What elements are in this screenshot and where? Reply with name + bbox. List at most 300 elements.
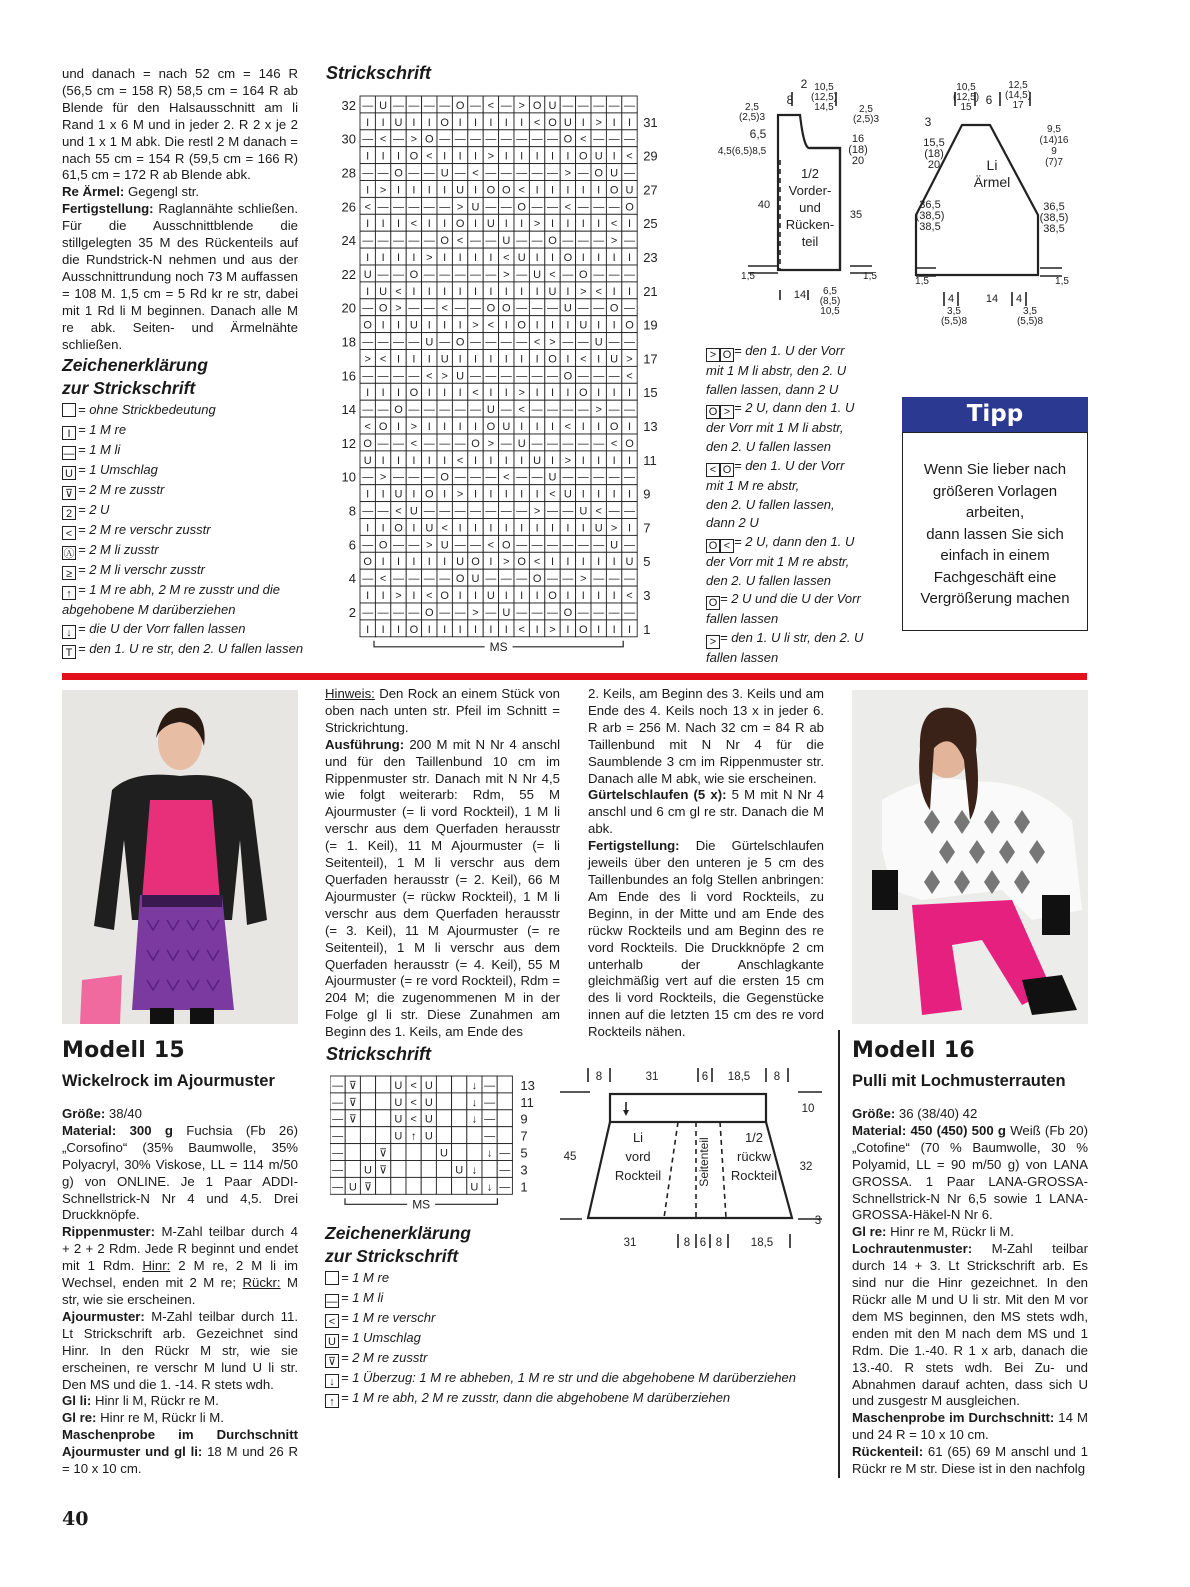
skirt-label: 10: [801, 1103, 815, 1115]
chart-cell-symbol: —: [516, 133, 528, 146]
chart-cell-symbol: —: [608, 201, 620, 214]
chart-cell-symbol: ↓: [486, 1181, 493, 1194]
chart-cell-symbol: —: [608, 471, 620, 484]
chart-cell-symbol: I: [504, 522, 508, 535]
chart-cell-symbol: >: [549, 623, 556, 636]
chart-cell-symbol: I: [458, 353, 462, 366]
chart-cell-symbol: <: [487, 319, 495, 332]
chart-cell-symbol: <: [426, 590, 433, 602]
chart-cell-symbol: U: [625, 184, 634, 197]
tipp-line: Fachgeschäft eine: [933, 568, 1057, 586]
chart-cell-symbol: U: [594, 336, 603, 349]
legend-text: = 1 Umschlag: [78, 461, 158, 477]
m16-groesse: [852, 1106, 1088, 1123]
chart-cell-symbol: I: [443, 421, 447, 433]
chart-cell-symbol: —: [393, 201, 404, 214]
chart-cell-symbol: O: [579, 623, 588, 636]
fertig2-label: Fertigstellung:: [588, 838, 680, 854]
chart-cell-symbol: <: [533, 116, 541, 129]
chart-cell-symbol: I: [381, 590, 385, 602]
chart-cell-symbol: I: [550, 252, 555, 264]
chart-cell-symbol: I: [366, 184, 370, 197]
text-paragraph: und danach = nach 52 cm = 146 R (56,5 cm = 158 R) 58,5 cm = 164 R ab Blende für den Halsausschnitt am li Rand 1 x 6 M und in jeder 2. R 2 x je 2 und 1 x 1 M abk. Die restl 2 M danach = nach 55 cm = 154 R (59,5 cm = 166 R) 61,5 cm = 172 R ab Blende abk.: [62, 66, 298, 183]
legend-item: [325, 1288, 825, 1308]
chart-cell-symbol: U: [486, 590, 495, 602]
chart-row-number: 1: [520, 1179, 528, 1195]
schematic-label: 3: [924, 115, 932, 129]
chart-cell-symbol: I: [550, 319, 555, 332]
chart-cell-symbol: <: [410, 1113, 417, 1126]
annotation-symbol-icon: >: [706, 635, 720, 649]
chart-cell-symbol: I: [489, 285, 493, 298]
schematic-label: 1,5: [915, 276, 929, 287]
tipp-line: Wenn Sie lieber nach: [923, 461, 1067, 478]
m15-material-label: Material: 300 g: [62, 1122, 173, 1138]
chart-cell-symbol: <: [364, 421, 371, 433]
legend-item: [62, 440, 322, 460]
chart-row-number: 4: [348, 571, 356, 587]
tipp-line: Vergrößerung machen: [920, 590, 1070, 607]
chart-row-number: 8: [348, 503, 356, 519]
chart-cell-symbol: I: [535, 285, 539, 298]
legend-symbol-icon: <: [62, 526, 76, 540]
chart-cell-symbol: O: [563, 252, 573, 264]
annotation-item: [706, 533, 896, 553]
chart-cell-symbol: I: [566, 353, 570, 366]
chart-row-number: 22: [341, 266, 356, 282]
annotation-text: = den 1. U li str, den 2. U: [720, 630, 864, 646]
chart-cell-symbol: —: [593, 99, 605, 112]
chart-cell-symbol: <: [518, 623, 525, 636]
chart-cell-symbol: U: [486, 404, 495, 417]
modell-16-subtitle: Pulli mit Lochmusterrauten: [852, 1072, 1066, 1090]
chart-cell-symbol: —: [484, 1130, 496, 1143]
legend-2-subtitle: zur Strickschrift: [325, 1246, 459, 1266]
chart-cell-symbol: O: [378, 302, 388, 315]
chart-cell-symbol: I: [566, 522, 570, 535]
chart-cell-symbol: U: [517, 252, 526, 264]
ms-label: MS: [489, 639, 508, 654]
schematic-label: 1,5: [863, 271, 877, 282]
m16-loch-label: Lochrautenmuster:: [852, 1241, 973, 1257]
chart-row-number: 25: [643, 216, 658, 232]
chart-cell-symbol: —: [516, 573, 528, 586]
chart-cell-symbol: —: [547, 167, 558, 180]
chart-cell-symbol: <: [626, 150, 633, 163]
chart-cell-symbol: —: [393, 99, 404, 112]
tipp-line: größeren Vorlagen: [932, 482, 1058, 500]
chart-cell: [482, 1161, 497, 1178]
chart-cell-symbol: I: [627, 421, 632, 433]
chart-cell-symbol: —: [608, 336, 620, 349]
chart-row-number: 7: [520, 1128, 528, 1144]
chart-cell-symbol: —: [547, 201, 558, 214]
chart-cell-symbol: —: [516, 471, 528, 484]
chart-cell-symbol: —: [562, 505, 574, 518]
m16-glre-text: Hinr re M, Rückr li M.: [886, 1224, 1014, 1240]
chart-row-number: 2: [348, 604, 356, 620]
chart-cell-symbol: —: [362, 167, 374, 180]
annotation-text: = den 1. U der Vorr: [734, 343, 845, 358]
chart-cell-symbol: U: [363, 268, 372, 281]
m15-groesse-label: Größe:: [62, 1106, 106, 1121]
m15-ajour-text: M-Zahl teilbar durch 11. Lt Strickschrift arb. Gezeichnet sind Hinr. In den Rückr M str, wie sie erscheinen, re verschr M lund U li str. Den MS und die 1. -14. R stets wdh.: [62, 1308, 298, 1392]
skirt-label: rückw: [737, 1149, 771, 1164]
chart-cell-symbol: >: [410, 421, 418, 433]
chart-cell-symbol: I: [412, 184, 416, 197]
chart-cell-symbol: <: [410, 437, 418, 450]
chart-cell-symbol: <: [379, 353, 387, 366]
chart-row-number: 11: [520, 1094, 534, 1110]
chart-cell-symbol: I: [627, 454, 632, 467]
chart-cell: [436, 1161, 451, 1178]
chart-cell-symbol: I: [520, 218, 524, 231]
chart-cell-symbol: <: [441, 302, 448, 315]
chart-cell-symbol: —: [454, 302, 466, 315]
legend-symbol-icon: —: [63, 447, 75, 460]
schematic-label: (38,5): [915, 210, 945, 222]
chart-cell-symbol: I: [458, 623, 462, 636]
schematic-label: teil: [801, 234, 819, 249]
chart-cell-symbol: —: [499, 1147, 511, 1160]
chart-cell-symbol: I: [443, 184, 447, 197]
chart-cell-symbol: I: [381, 218, 385, 231]
chart-cell-symbol: I: [473, 454, 478, 467]
chart-cell-symbol: I: [458, 116, 462, 129]
chart-cell-symbol: <: [487, 539, 495, 552]
chart-cell-symbol: —: [423, 268, 435, 281]
chart-cell-symbol: U: [424, 1096, 433, 1109]
fertig2-text: Die Gürtelschlaufen jeweils über den unteren je 5 cm des Taillenbundes an folg Stellen anbringen: Am Ende des li vord Rockteils, zu Beginn, in der Mitte und am Ende des rückw Rockteils und am Beginn des re vord Rockteils. Die Druckknöpfe 2 cm unterhalb der Anschlagkante gleichmäßig vert auf die ersten 15 cm des li vord Rockteils, die Gegenstücke innen auf die letzten 15 cm des re vord Rockteils nähen.: [588, 838, 824, 1040]
chart-row-number: 13: [643, 419, 658, 434]
chart-cell-symbol: I: [381, 387, 385, 400]
chart-cell-symbol: —: [454, 606, 466, 619]
chart-cell-symbol: —: [485, 235, 497, 248]
chart-cell-symbol: I: [458, 319, 462, 332]
schematic-label: 6: [985, 93, 993, 107]
modell-15-subtitle: Wickelrock im Ajourmuster: [62, 1072, 275, 1090]
legend-text: = 2 M re verschr zusstr: [78, 521, 211, 537]
schematic-label: 1,5: [741, 271, 755, 282]
tipp-line: dann lassen Sie sich: [926, 525, 1064, 543]
schematic-label: 4: [1015, 293, 1023, 305]
chart-cell-symbol: U: [440, 353, 449, 366]
chart-row-number: 12: [341, 435, 356, 451]
chart-cell-symbol: —: [500, 573, 512, 586]
chart-row-number: 20: [341, 300, 356, 316]
m16-masch: [852, 1410, 1088, 1444]
schematic-label: Rücken-: [785, 217, 835, 232]
chart-cell-symbol: O: [563, 370, 573, 383]
schematic-label: 38,5: [1043, 223, 1065, 235]
modell-16-title: Modell 16: [852, 1038, 975, 1063]
chart-cell-symbol: O: [440, 590, 449, 602]
schematic-label: 35: [849, 209, 863, 221]
chart-cell-symbol: I: [396, 150, 401, 163]
chart-cell-symbol: I: [443, 488, 447, 501]
chart-cell-symbol: —: [408, 235, 420, 248]
chart-cell-symbol: U: [470, 1181, 479, 1194]
chart-cell-symbol: U: [440, 539, 449, 552]
chart-cell-symbol: <: [410, 1079, 417, 1092]
chart-cell-symbol: —: [531, 539, 543, 552]
chart-cell-symbol: —: [577, 302, 589, 315]
legend-symbol-icon: U: [325, 1334, 339, 1348]
chart-cell: [376, 1127, 391, 1144]
chart-cell-symbol: —: [439, 505, 451, 518]
chart-cell-symbol: —: [408, 370, 420, 383]
annotation-symbol-icon: O: [720, 463, 734, 477]
chart-row-number: 28: [341, 165, 356, 181]
chart-cell-symbol: U: [563, 488, 572, 501]
skirt-label: 1/2: [744, 1130, 764, 1145]
chart-cell-symbol: —: [470, 505, 481, 518]
legend-symbol-icon: Ⓐ: [63, 547, 75, 560]
legend-1: [62, 354, 322, 659]
chart-cell-symbol: O: [502, 184, 511, 197]
chart-cell-symbol: —: [393, 133, 404, 146]
legend-symbol-icon: <: [325, 1314, 339, 1328]
annotation-text-continued: der Vorr mit 1 M re abstr,: [706, 553, 850, 569]
chart-cell-symbol: —: [562, 268, 574, 281]
chart-cell-symbol: —: [593, 133, 605, 146]
chart-cell-symbol: I: [427, 353, 431, 366]
chart-cell-symbol: I: [427, 319, 431, 332]
chart-cell-symbol: <: [503, 471, 510, 484]
chart-cell-symbol: —: [454, 268, 466, 281]
legend-text: = 1 M li: [341, 1289, 384, 1305]
chart-row-number: 3: [520, 1162, 528, 1178]
chart-cell-symbol: —: [485, 573, 497, 586]
legend-text: = 2 U: [78, 501, 110, 517]
chart-cell-symbol: —: [516, 235, 528, 248]
chart-cell-symbol: U: [563, 302, 572, 315]
chart-cell-symbol: U: [610, 353, 619, 366]
chart-row-number: 32: [341, 97, 356, 113]
chart-cell-symbol: I: [381, 150, 385, 163]
chart-cell-symbol: O: [409, 387, 419, 400]
annotation-text-continued: den 2. U fallen lassen: [706, 439, 832, 455]
chart-cell-symbol: I: [443, 387, 447, 400]
schematic-label: 2,5: [859, 104, 873, 115]
chart-cell-symbol: I: [366, 590, 370, 602]
chart-cell-symbol: —: [577, 437, 589, 450]
legend-item: [62, 460, 322, 480]
m15-masch-text: 18 M und 26 R = 10 x 10 cm.: [62, 1444, 298, 1477]
legend-item: [62, 560, 322, 580]
chart-cell-symbol: U: [364, 1164, 372, 1177]
chart-cell-symbol: —: [608, 133, 620, 146]
chart-cell-symbol: <: [564, 201, 572, 214]
chart-cell-symbol: —: [485, 606, 497, 619]
legend-text: = 2 M re zusstr: [341, 1349, 428, 1365]
chart-cell-symbol: >: [595, 404, 602, 417]
chart-cell-symbol: O: [425, 606, 434, 619]
chart-cell-symbol: —: [624, 235, 635, 248]
chart-cell-symbol: O: [486, 184, 496, 197]
chart-cell-symbol: —: [408, 201, 420, 214]
skirt-label: 18,5: [750, 1237, 774, 1249]
schematic-label: 8: [786, 93, 794, 107]
schematic-label: 14: [793, 289, 807, 301]
skirt-label: 31: [645, 1071, 659, 1083]
chart-cell-symbol: I: [473, 623, 478, 636]
chart-1-grid: [330, 90, 700, 660]
m16-glre: [852, 1224, 1088, 1241]
annotation-symbol-icon: O: [706, 596, 720, 610]
m16-ruecken-label: Rückenteil:: [852, 1444, 924, 1460]
chart-row-number: 21: [643, 283, 658, 299]
annotation-text-continued: den 2. U fallen lassen,: [706, 496, 835, 512]
chart-cell-symbol: <: [533, 336, 541, 349]
chart-cell: [360, 1093, 375, 1110]
modell-15-text: [62, 1106, 298, 1478]
legend-text: = 1 Überzug: 1 M re abheben, 1 M re str und die abgehobene M darüberziehen: [341, 1369, 796, 1385]
chart-cell-symbol: U: [440, 1147, 448, 1160]
chart-cell-symbol: —: [393, 370, 404, 383]
m15-material-text: Fuchsia (Fb 26) „Corsofino“ (35% Baumwolle, 35% Polyacryl, 30% Viskose, LL = 114 m/50 g) von ONLINE. Je 1 Paar ADDI-Schnellstrick-N Nr 4 und 4,5. Drei Druckknöpfe.: [62, 1122, 298, 1223]
chart-cell-symbol: I: [504, 454, 508, 467]
schematic-label: 10,5: [956, 82, 976, 93]
chart-cell-symbol: I: [581, 488, 585, 501]
chart-cell-symbol: O: [440, 471, 449, 484]
chart-cell-symbol: I: [520, 590, 524, 602]
chart-cell-symbol: ↓: [471, 1164, 478, 1177]
chart-cell-symbol: O: [625, 319, 634, 332]
chart-cell-symbol: —: [377, 201, 389, 214]
chart-cell-symbol: I: [535, 522, 539, 535]
chart-cell-symbol: —: [593, 235, 605, 248]
chart-cell-symbol: —: [439, 99, 451, 112]
chart-cell-symbol: O: [594, 167, 603, 180]
chart-cell-symbol: I: [396, 387, 401, 400]
chart-cell-symbol: —: [470, 133, 481, 146]
chart-cell-symbol: <: [487, 99, 495, 112]
chart-cell-symbol: —: [547, 302, 558, 315]
m16-material-label: Material: 450 (450) 500 g: [852, 1122, 1006, 1138]
m16-loch: [852, 1241, 1088, 1410]
chart-cell-symbol: O: [532, 573, 542, 586]
chart-cell-symbol: —: [624, 167, 635, 180]
chart-cell-symbol: U: [502, 421, 511, 433]
hinweis-paragraph: [325, 686, 560, 737]
chart-cell-symbol: —: [577, 99, 589, 112]
chart-cell: [497, 1127, 512, 1144]
chart-cell-symbol: —: [362, 471, 374, 484]
chart-cell-symbol: —: [531, 167, 543, 180]
chart-cell-symbol: —: [423, 404, 435, 417]
chart-cell: [345, 1127, 360, 1144]
tipp-title: Tipp: [902, 397, 1088, 432]
chart-row-number: 30: [341, 131, 356, 147]
ausfuehrung-text: 200 M mit N Nr 4 anschl und für den Taillenbund 10 cm im Rippenmuster str. Danach mit N Nr 4,5 wie folgt weiterarb: Rdm, 55 M Ajourmuster (= li vord Rockteil), 1 M li verschr aus dem Querfaden herausstr (= 1. Keil), 11 M Ajourmuster (= li Seitenteil), 1 M li verschr aus dem Querfaden herausstr (= 2. Keil), 66 M Ajourmuster (= rückw Rockteil), 1 M li verschr aus dem Querfaden herausstr (= 3. Keil), 11 M Ajourmuster (= re Seitenteil), 1 M li verschr aus dem Querfaden herausstr (= 4. Keil), 55 M Ajourmuster (= re vord Rockteil), Rdm = 204 M; die zugenommenen M in der Folge gl li str. Diese Zunahmen am Beginn des 1. Keils, am Ende des: [325, 736, 560, 1040]
chart-cell-symbol: I: [381, 454, 385, 467]
chart-cell-symbol: O: [548, 235, 557, 248]
chart-cell-symbol: —: [624, 573, 635, 586]
schematic-label: 9,5: [1047, 124, 1061, 135]
chart-cell-symbol: —: [608, 370, 620, 383]
m16-ruecken: [852, 1444, 1088, 1478]
chart-cell-symbol: —: [439, 606, 451, 619]
chart-cell-symbol: O: [409, 623, 419, 636]
chart-cell-symbol: —: [500, 201, 512, 214]
skirt-schematic: [560, 1062, 840, 1252]
legend-text: = 1 M re verschr: [341, 1309, 436, 1325]
chart-cell-symbol: I: [443, 556, 447, 569]
legend-text: = 1 M re abh, 2 M re zusstr, dann die abgehobene M darüberziehen: [341, 1389, 731, 1405]
chart-cell-symbol: —: [470, 336, 481, 349]
chart-cell-symbol: —: [562, 99, 574, 112]
chart-cell-symbol: —: [454, 539, 466, 552]
chart-cell-symbol: O: [425, 488, 434, 501]
chart-cell-symbol: —: [500, 336, 512, 349]
chart-cell-symbol: I: [504, 488, 508, 501]
schematic-label: (7)7: [1045, 157, 1063, 168]
chart-cell-symbol: O: [378, 421, 388, 433]
schematic-label: (8,5): [819, 296, 841, 307]
chart-cell-symbol: —: [624, 471, 635, 484]
chart-cell-symbol: I: [366, 488, 370, 501]
chart-cell-symbol: I: [566, 590, 570, 602]
chart-cell-symbol: U: [594, 150, 603, 163]
chart-cell-symbol: —: [531, 606, 543, 619]
chart-cell-symbol: <: [595, 505, 602, 518]
tipp-line: arbeiten,: [965, 504, 1025, 521]
chart-row-number: 13: [520, 1077, 535, 1093]
chart-cell-symbol: U: [348, 1181, 357, 1194]
chart-cell-symbol: U: [579, 319, 588, 332]
chart-cell-symbol: I: [443, 252, 447, 264]
chart-cell-symbol: —: [377, 505, 389, 518]
chart-cell-symbol: I: [396, 218, 401, 231]
chart-cell-symbol: —: [439, 336, 451, 349]
chart-cell-symbol: O: [363, 437, 372, 450]
chart-cell-symbol: —: [408, 539, 420, 552]
chart-cell-symbol: I: [612, 285, 616, 298]
chart-cell-symbol: I: [366, 387, 370, 400]
legend-item: [62, 580, 322, 600]
chart-cell-symbol: <: [626, 370, 633, 383]
chart-cell-symbol: —: [377, 370, 389, 383]
chart-cell-symbol: —: [516, 505, 528, 518]
chart-cell-symbol: I: [612, 488, 616, 501]
chart-cell-symbol: —: [531, 201, 543, 214]
schematic-label: 9: [1051, 146, 1057, 157]
m15-hinr-label: Hinr:: [142, 1258, 171, 1274]
chart-cell-symbol: O: [455, 99, 465, 112]
chart-cell-symbol: U: [502, 235, 511, 248]
skirt-label: 8: [683, 1237, 691, 1249]
chart-cell-symbol: —: [484, 1113, 496, 1126]
chart-cell-symbol: O: [548, 116, 557, 129]
chart-cell-symbol: >: [441, 370, 448, 383]
chart-cell-symbol: U: [394, 1096, 403, 1109]
chart-cell-symbol: >: [580, 573, 587, 586]
chart-cell-symbol: —: [485, 505, 497, 518]
chart-cell: [452, 1093, 467, 1110]
chart-cell-symbol: —: [577, 370, 589, 383]
chart-cell-symbol: —: [577, 167, 589, 180]
chart-cell-symbol: I: [443, 319, 447, 332]
chart-cell-symbol: —: [408, 167, 420, 180]
chart-cell-symbol: O: [532, 99, 542, 112]
chart-cell: [436, 1076, 451, 1093]
chart-row-number: 14: [341, 402, 356, 418]
chart-cell-symbol: —: [577, 539, 589, 552]
fertig-text: Raglannähte schließen. Für die Ausschnittblende die stillgelegten 35 M des Rückenteils auf die Rundstrick-N nehmen und aus der Ausschnittrundung noch 73 M auffassen = 108 M. 1,5 cm = 5 Rd kr re str, dabei mit 1 Rd li M beginnen. Danach alle M re abk. Seiten- und Ärmelnähte schließen.: [62, 201, 298, 352]
chart-cell: [391, 1161, 406, 1178]
annotation-item: [706, 590, 896, 610]
